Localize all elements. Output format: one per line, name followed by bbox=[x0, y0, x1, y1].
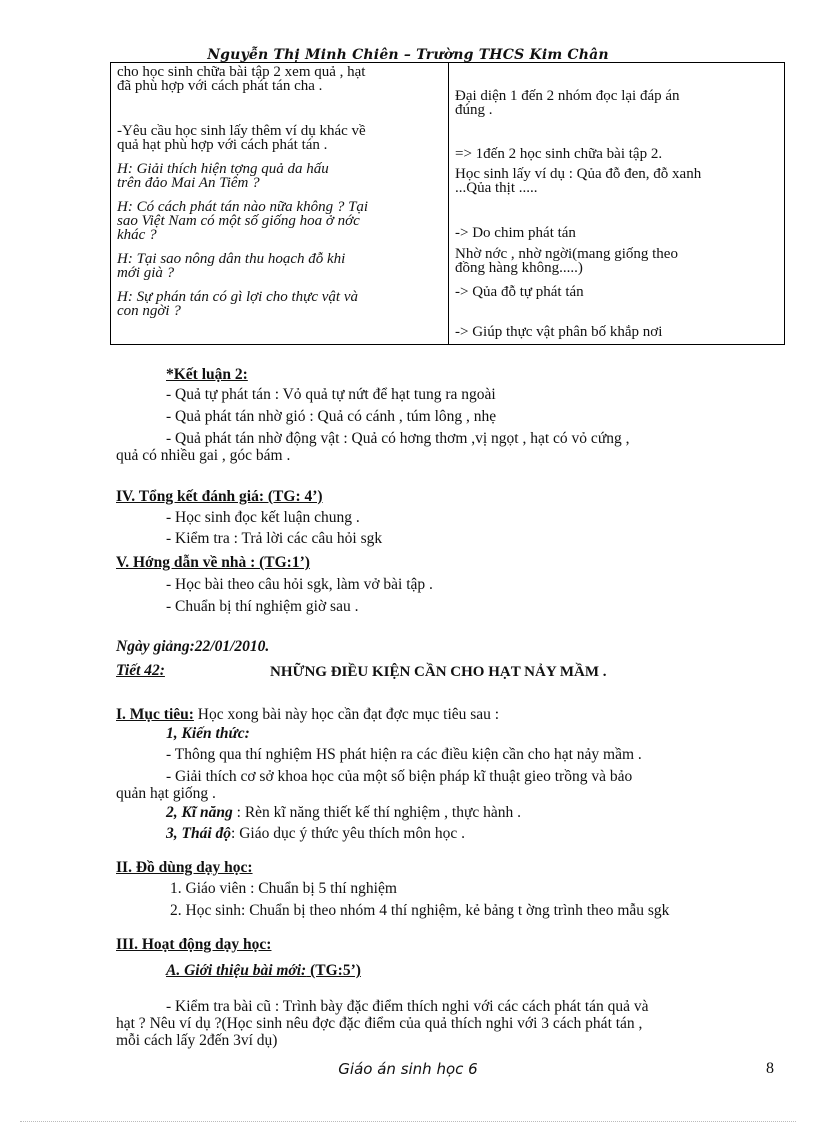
table-line: -> Giúp thực vật phân bố khắp nơi bbox=[455, 324, 663, 340]
intro-heading bbox=[166, 962, 361, 979]
skill-heading: 2, Kĩ năng bbox=[166, 804, 233, 821]
activity-table bbox=[110, 62, 785, 345]
intro-label: A. Giới thiệu bài mới: bbox=[166, 962, 307, 979]
table-line: Đại diện 1 đến 2 nhóm đọc lại đáp án bbox=[455, 88, 680, 104]
table-question: mới già ? bbox=[117, 265, 175, 281]
table-line: Học sinh lấy ví dụ : Qủa đỗ đen, đỗ xanh bbox=[455, 166, 702, 182]
intro-time: (TG:5’) bbox=[306, 962, 361, 979]
intro-paragraph: - Kiểm tra bài cũ : Trình bày đặc điểm thích nghi với các cách phát tán quả và bbox=[166, 998, 649, 1015]
section-4-title: IV. Tổng kết đánh giá: (TG: 4’) bbox=[116, 488, 323, 505]
conclusion-item: - Quả phát tán nhờ gió : Quả có cánh , túm lông , nhẹ bbox=[166, 408, 497, 425]
section-4-item: - Kiểm tra : Trả lời các câu hỏi sgk bbox=[166, 530, 383, 547]
table-question: H: Tại sao nông dân thu hoạch đỗ khi bbox=[117, 251, 346, 267]
page-number: 8 bbox=[766, 1060, 774, 1077]
teacher-column bbox=[111, 63, 449, 345]
knowledge-heading: 1, Kiến thức: bbox=[166, 725, 250, 742]
materials-item: 2. Học sinh: Chuẩn bị theo nhóm 4 thí nghiệm, kẻ bảng t ờng trình theo mẫu sgk bbox=[170, 902, 670, 919]
table-question: H: Sự phán tán có gì lợi cho thực vật và bbox=[117, 289, 358, 305]
lesson-label: Tiết 42: bbox=[116, 662, 165, 679]
conclusion-item: - Quả tự phát tán : Vỏ quả tự nứt để hạt tung ra ngoài bbox=[166, 386, 496, 403]
student-column bbox=[449, 63, 785, 345]
skill-line bbox=[166, 804, 521, 821]
lesson-title: NHỮNG ĐIỀU KIỆN CẦN CHO HẠT NẢY MẦM . bbox=[270, 664, 607, 680]
table-line: -> Do chim phát tán bbox=[455, 225, 576, 241]
teaching-date: Ngày giảng:22/01/2010. bbox=[116, 638, 270, 655]
attitude-line bbox=[166, 825, 465, 842]
page-bottom-divider bbox=[20, 1121, 796, 1122]
knowledge-item: quản hạt giống . bbox=[116, 785, 216, 802]
table-line: đồng hàng không.....) bbox=[455, 260, 583, 276]
materials-item: 1. Giáo viên : Chuẩn bị 5 thí nghiệm bbox=[170, 880, 397, 897]
objectives-label: I. Mục tiêu: bbox=[116, 706, 194, 723]
table-question: trên đảo Mai An Tiêm ? bbox=[117, 175, 260, 191]
table-line: -Yêu cầu học sinh lấy thêm ví dụ khác về bbox=[117, 123, 366, 139]
table-line: ...Qủa thịt ..... bbox=[455, 180, 538, 196]
activities-title: III. Hoạt động dạy học: bbox=[116, 936, 272, 953]
table-line: quả hạt phù hợp với cách phát tán . bbox=[117, 137, 328, 153]
section-5-item: - Học bài theo câu hỏi sgk, làm vở bài tập . bbox=[166, 576, 433, 593]
section-4-item: - Học sinh đọc kết luận chung . bbox=[166, 509, 360, 526]
conclusion-item: quả có nhiều gai , góc bám . bbox=[116, 447, 291, 464]
page-header: Nguyễn Thị Minh Chiên – Trường THCS Kim Chân bbox=[207, 47, 609, 63]
table-question: con ngời ? bbox=[117, 303, 181, 319]
table-line: đúng . bbox=[455, 102, 493, 118]
knowledge-item: - Thông qua thí nghiệm HS phát hiện ra các điều kiện cần cho hạt nảy mầm . bbox=[166, 746, 642, 763]
materials-title: II. Đồ dùng dạy học: bbox=[116, 859, 253, 876]
table-line: đã phù hợp với cách phát tán cha . bbox=[117, 78, 323, 94]
objectives-line bbox=[116, 706, 499, 723]
table-question: H: Giải thích hiện tợng quả da hấu bbox=[117, 161, 329, 177]
section-5-title: V. Hớng dẫn về nhà : (TG:1’) bbox=[116, 554, 310, 571]
footer-title: Giáo án sinh học 6 bbox=[338, 1060, 478, 1078]
intro-paragraph: hạt ? Nêu ví dụ ?(Học sinh nêu đợc đặc điểm của quả thích nghi với 3 cách phát tán , bbox=[116, 1015, 643, 1032]
table-question: H: Có cách phát tán nào nữa không ? Tại bbox=[117, 199, 369, 215]
conclusion-title: *Kết luận 2: bbox=[166, 366, 248, 383]
section-5-item: - Chuẩn bị thí nghiệm giờ sau . bbox=[166, 598, 359, 615]
table-line: Nhờ nớc , nhờ ngời(mang giống theo bbox=[455, 246, 678, 262]
skill-text: : Rèn kĩ năng thiết kế thí nghiệm , thực hành . bbox=[232, 804, 521, 821]
table-line: -> Qủa đỗ tự phát tán bbox=[455, 284, 584, 300]
table-question: khác ? bbox=[117, 227, 157, 243]
table-question: sao Việt Nam có một số giống hoa ở nớc bbox=[117, 213, 360, 229]
table-line: cho học sinh chữa bài tập 2 xem quả , hạt bbox=[117, 64, 366, 80]
attitude-text: : Giáo dục ý thức yêu thích môn học . bbox=[231, 825, 465, 842]
attitude-heading: 3, Thái độ bbox=[166, 825, 232, 842]
table-line: => 1đến 2 học sinh chữa bài tập 2. bbox=[455, 146, 663, 162]
objectives-text: Học xong bài này học cần đạt đợc mục tiêu sau : bbox=[193, 706, 500, 723]
conclusion-item: - Quả phát tán nhờ động vật : Quả có hơng thơm ,vị ngọt , hạt có vỏ cứng , bbox=[166, 430, 630, 447]
knowledge-item: - Giải thích cơ sở khoa học của một số biện pháp kĩ thuật gieo trồng và bảo bbox=[166, 768, 633, 785]
intro-paragraph: mỗi cách lấy 2đến 3ví dụ) bbox=[116, 1032, 278, 1049]
